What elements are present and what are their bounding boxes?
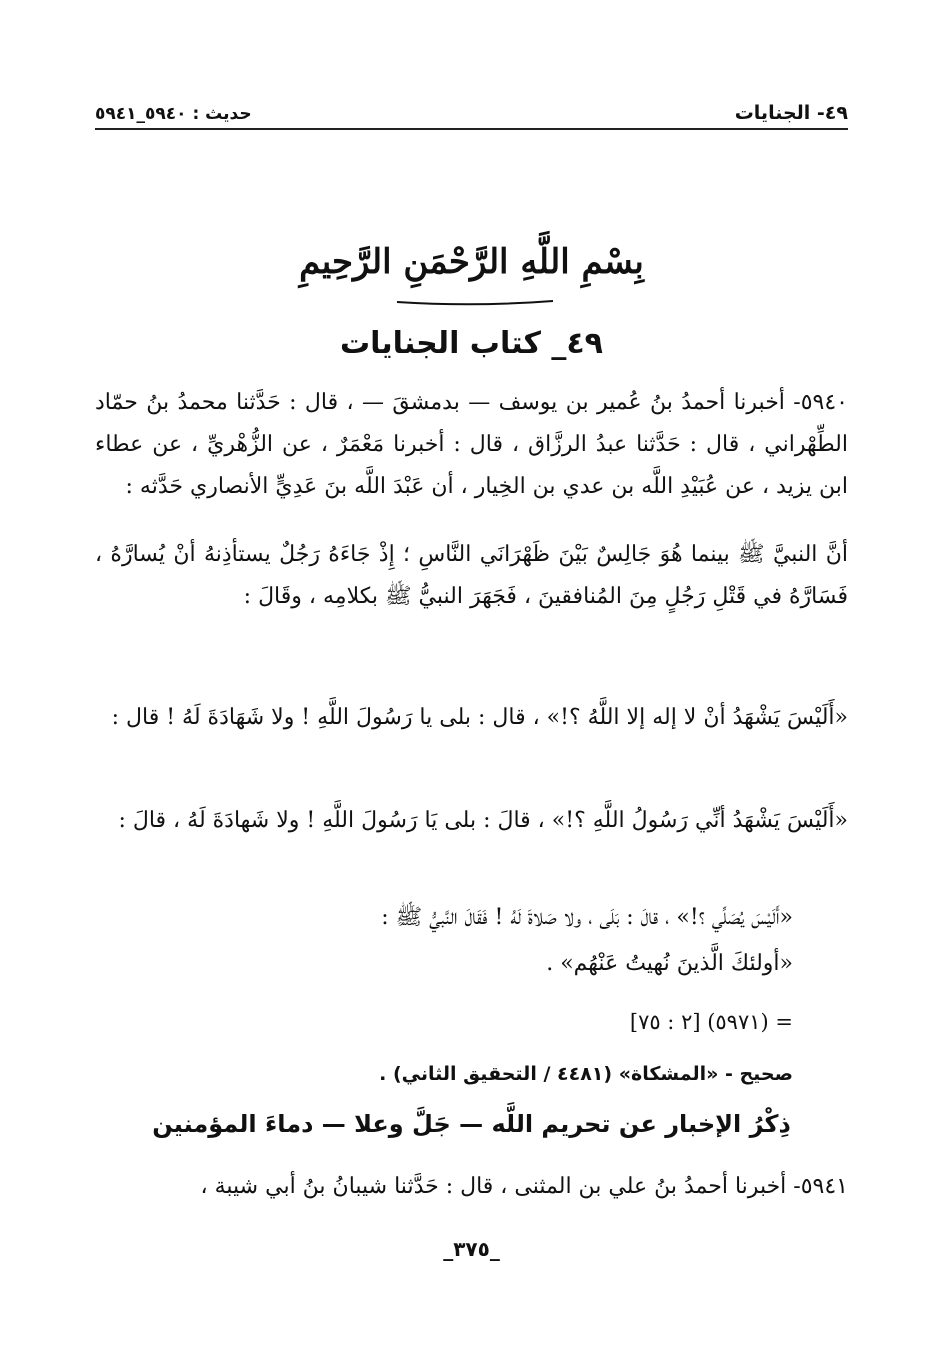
hadith-5940-dialogue-2: «أَلَيْسَ يَشْهَدُ أنِّي رَسُولُ اللَّهِ ؟!» ، قالَ : بلى يَا رَسُولَ اللَّهِ ! ولا شَهادَةَ لَهُ ، قالَ : [118,808,848,833]
page-number: _٣٧٥_ [443,1237,500,1261]
hadith-5940-dialogue-1: «أَلَيْسَ يَشْهَدُ أنْ لا إله إلا اللَّهُ ؟!» ، قال : بلى يا رَسُولَ اللَّهِ ! ولا شَهَادَةَ لَهُ ! قال : [111,705,848,730]
hadith-5940-isnad: ٥٩٤٠- أخبرنا أحمدُ بنُ عُمير بن يوسف — بدمشقَ — ، قال : حَدَّثنا محمدُ بنُ حمّاد الطِّهْراني ، قال : حَدَّثنا عبدُ الرزَّاق ، قال : أخبرنا مَعْمَرٌ ، عن الزُّهْريِّ ، عن عطاء ابن يزيد ، عن عُبَيْدِ اللَّه بن عدي بن الخِيار ، أن عَبْدَ اللَّه بنَ عَدِيٍّ الأنصاري حَدَّثه : [95,390,848,499]
chapter-title: ٤٩- الجنايات [734,102,848,124]
running-header [95,90,848,130]
hadith-grade: صحيح - «المشكاة» (٤٤٨١ / التحقيق الثاني) . [379,1063,793,1085]
hadith-range: حديث : ٥٩٤٠_٥٩٤١ [95,104,252,124]
basmala-calligraphy: بِسْمِ اللَّهِ الرَّحْمَنِ الرَّحِيمِ [299,242,644,282]
hadith-5940-matn: أنَّ النبيَّ ﷺ بينما هُوَ جَالِسٌ بَيْنَ ظَهْرَانَي النَّاسِ ؛ إِذْ جَاءَهُ رَجُلٌ يستأذِنهُ أنْ يُسارَّهُ ، فَسَارَّهُ في قَتْلِ رَجُلٍ مِنَ المُنافقينَ ، فَجَهَرَ النبيُّ ﷺ بكلامِه ، وقَالَ : [95,542,848,609]
hadith-5940-conclusion: «أولئكَ الَّذينَ نُهيتُ عَنْهُم» . [546,951,793,976]
hadith-5940-dialogue-3: «أَلَيْسَ يُصَلِّي ؟!» ، قالَ : بَلَى ، ولا صَلاةَ لَهُ ! فَقَالَ النَّبيُّ ﷺ : [381,905,793,930]
book-title: ٤٩_ كتاب الجنايات [340,326,603,361]
basmala-swash-icon [395,298,555,306]
hadith-5941-isnad: ٥٩٤١- أخبرنا أحمدُ بنُ علي بن المثنى ، قال : حَدَّثنا شيبانُ بنُ أبي شيبة ، [200,1174,848,1199]
section-heading: ذِكْرُ الإخبار عن تحريم اللَّه — جَلَّ وعلا — دماءَ المؤمنين [152,1110,791,1138]
cross-reference: = (٥٩٧١) [٢ : ٧٥] [629,1010,793,1034]
